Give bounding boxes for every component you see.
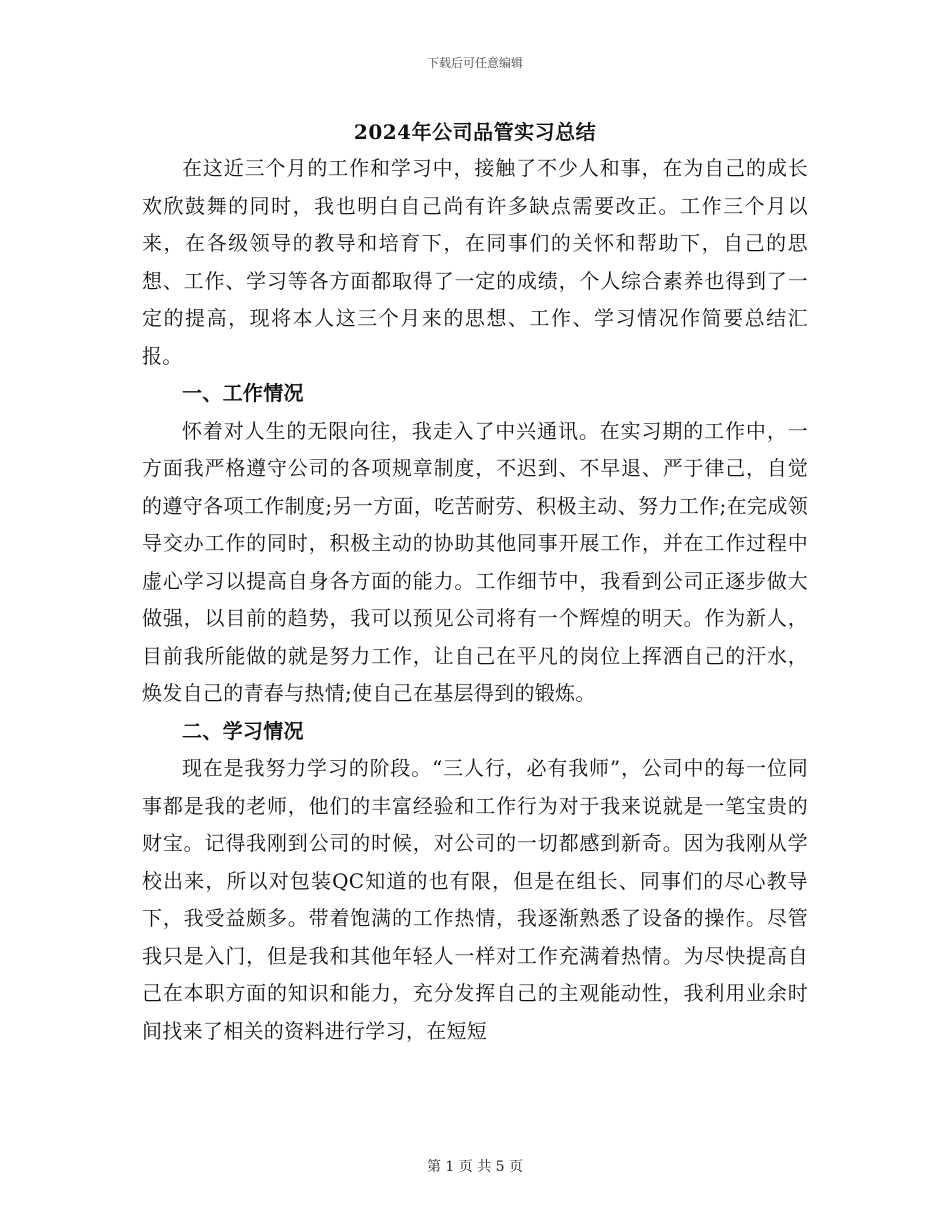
document-body — [142, 150, 808, 1050]
header-note: 下载后可任意编辑 — [426, 56, 523, 70]
paragraph-intro: 在这近三个月的工作和学习中，接触了不少人和事，在为自己的成长欢欣鼓舞的同时，我也明白自己尚有许多缺点需要改正。工作三个月以来，在各级领导的教导和培育下，在同事们的关怀和帮助下，自己的思想、工作、学习等各方面都取得了一定的成绩，个人综合素养也得到了一定的提高，现将本人这三个月来的思想、工作、学习情况作简要总结汇报。 — [142, 156, 808, 368]
paragraph-work: 怀着对人生的无限向往，我走入了中兴通讯。在实习期的工作中，一方面我严格遵守公司的各项规章制度，不迟到、不早退、严于律己，自觉的遵守各项工作制度;另一方面，吃苦耐劳、积极主动、努力工作;在完成领导交办工作的同时，积极主动的协助其他同事开展工作，并在工作过程中虚心学习以提高自身各方面的能力。工作细节中，我看到公司正逐步做大做强，以目前的趋势，我可以预见公司将有一个辉煌的明天。作为新人，目前我所能做的就是努力工作，让自己在平凡的岗位上挥洒自己的汗水，焕发自己的青春与热情;使自己在基层得到的锻炼。 — [142, 418, 808, 705]
paragraph-study: 现在是我努力学习的阶段。“三人行，必有我师”，公司中的每一位同事都是我的老师，他们的丰富经验和工作行为对于我来说就是一笔宝贵的财宝。记得我刚到公司的时候，对公司的一切都感到新奇。因为我刚从学校出来，所以对包装QC知道的也有限，但是在组长、同事们的尽心教导下，我受益颇多。带着饱满的工作热情，我逐渐熟悉了设备的操作。尽管我只是入门，但是我和其他年轻人一样对工作充满着热情。为尽快提高自己在本职方面的知识和能力，充分发挥自己的主观能动性，我利用业余时间找来了相关的资料进行学习，在短短 — [142, 756, 808, 1043]
section-heading-study: 二、学习情况 — [182, 718, 304, 743]
page-number: 第 1 页 共 5 页 — [426, 1159, 524, 1175]
section-heading-work: 一、工作情况 — [182, 381, 304, 405]
document-title: 2024年公司品管实习总结 — [353, 120, 597, 144]
